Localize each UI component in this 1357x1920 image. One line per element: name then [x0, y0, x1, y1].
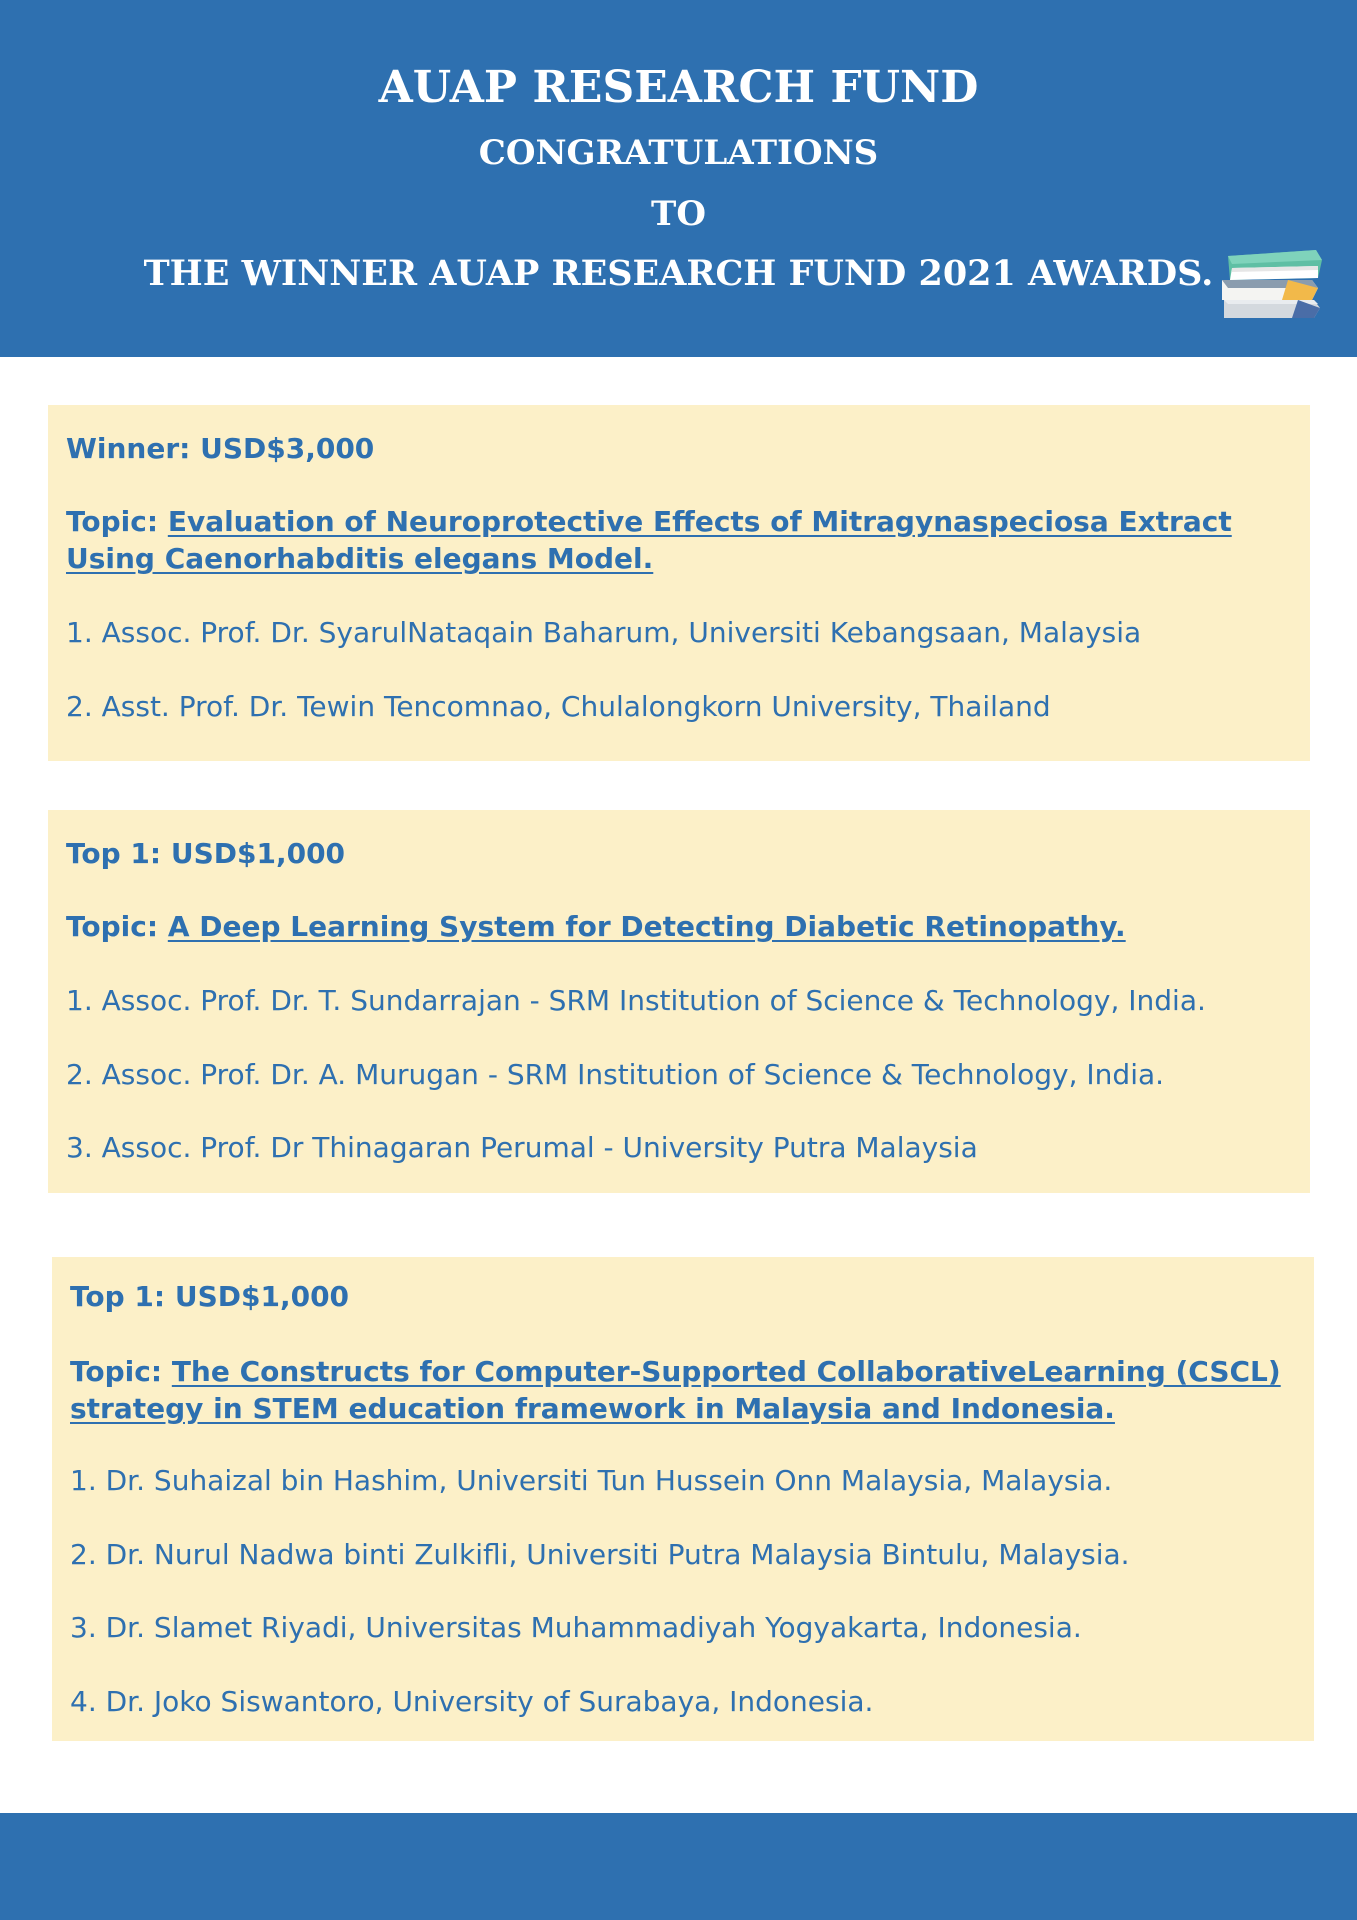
winner-heading: THE WINNER AUAP RESEARCH FUND 2021 AWARDS.	[143, 253, 1214, 294]
prize-label: Top 1: USD$1,000	[66, 837, 346, 870]
topic-line	[66, 908, 1292, 945]
member-item: 1. Assoc. Prof. Dr. SyarulNataqain Baharum, Universiti Kebangsaan, Malaysia	[66, 616, 1142, 649]
footer-bar	[0, 1813, 1357, 1920]
member-item: 1. Assoc. Prof. Dr. T. Sundarrajan - SRM Institution of Science & Technology, India.	[66, 984, 1206, 1017]
topic-label: Topic:	[66, 910, 168, 943]
page-title: AUAP RESEARCH FUND	[378, 62, 979, 113]
member-item: 3. Assoc. Prof. Dr Thinagaran Perumal - University Putra Malaysia	[66, 1131, 978, 1164]
congratulations-heading: CONGRATULATIONS	[478, 133, 879, 173]
header-banner	[0, 0, 1357, 357]
member-item: 2. Dr. Nurul Nadwa binti Zulkifli, Universiti Putra Malaysia Bintulu, Malaysia.	[70, 1538, 1130, 1571]
award-card-winner	[48, 405, 1310, 761]
prize-label: Top 1: USD$1,000	[70, 1280, 350, 1313]
topic-link[interactable]: Evaluation of Neuroprotective Effects of Mitragynaspeciosa Extract Using Caenorhabditis elegans Model.	[66, 505, 1232, 575]
member-item: 1. Dr. Suhaizal bin Hashim, Universiti Tun Hussein Onn Malaysia, Malaysia.	[70, 1464, 1113, 1497]
member-item: 2. Assoc. Prof. Dr. A. Murugan - SRM Institution of Science & Technology, India.	[66, 1058, 1165, 1091]
member-item: 2. Asst. Prof. Dr. Tewin Tencomnao, Chulalongkorn University, Thailand	[66, 690, 1051, 723]
topic-label: Topic:	[70, 1355, 172, 1388]
topic-link[interactable]: A Deep Learning System for Detecting Diabetic Retinopathy.	[167, 910, 1126, 943]
award-card-top1-a	[48, 810, 1310, 1193]
to-heading: TO	[651, 194, 706, 234]
topic-line	[66, 503, 1292, 577]
prize-label: Winner: USD$3,000	[66, 432, 375, 465]
member-item: 4. Dr. Joko Siswantoro, University of Surabaya, Indonesia.	[70, 1685, 874, 1718]
topic-label: Topic:	[66, 505, 168, 538]
topic-link[interactable]: The Constructs for Computer-Supported CollaborativeLearning (CSCL) strategy in STEM education framework in Malaysia and Indonesia.	[70, 1355, 1281, 1425]
topic-line	[70, 1353, 1296, 1427]
books-stack-icon	[1218, 238, 1326, 328]
member-item: 3. Dr. Slamet Riyadi, Universitas Muhammadiyah Yogyakarta, Indonesia.	[70, 1611, 1082, 1644]
award-card-top1-b	[52, 1257, 1314, 1741]
